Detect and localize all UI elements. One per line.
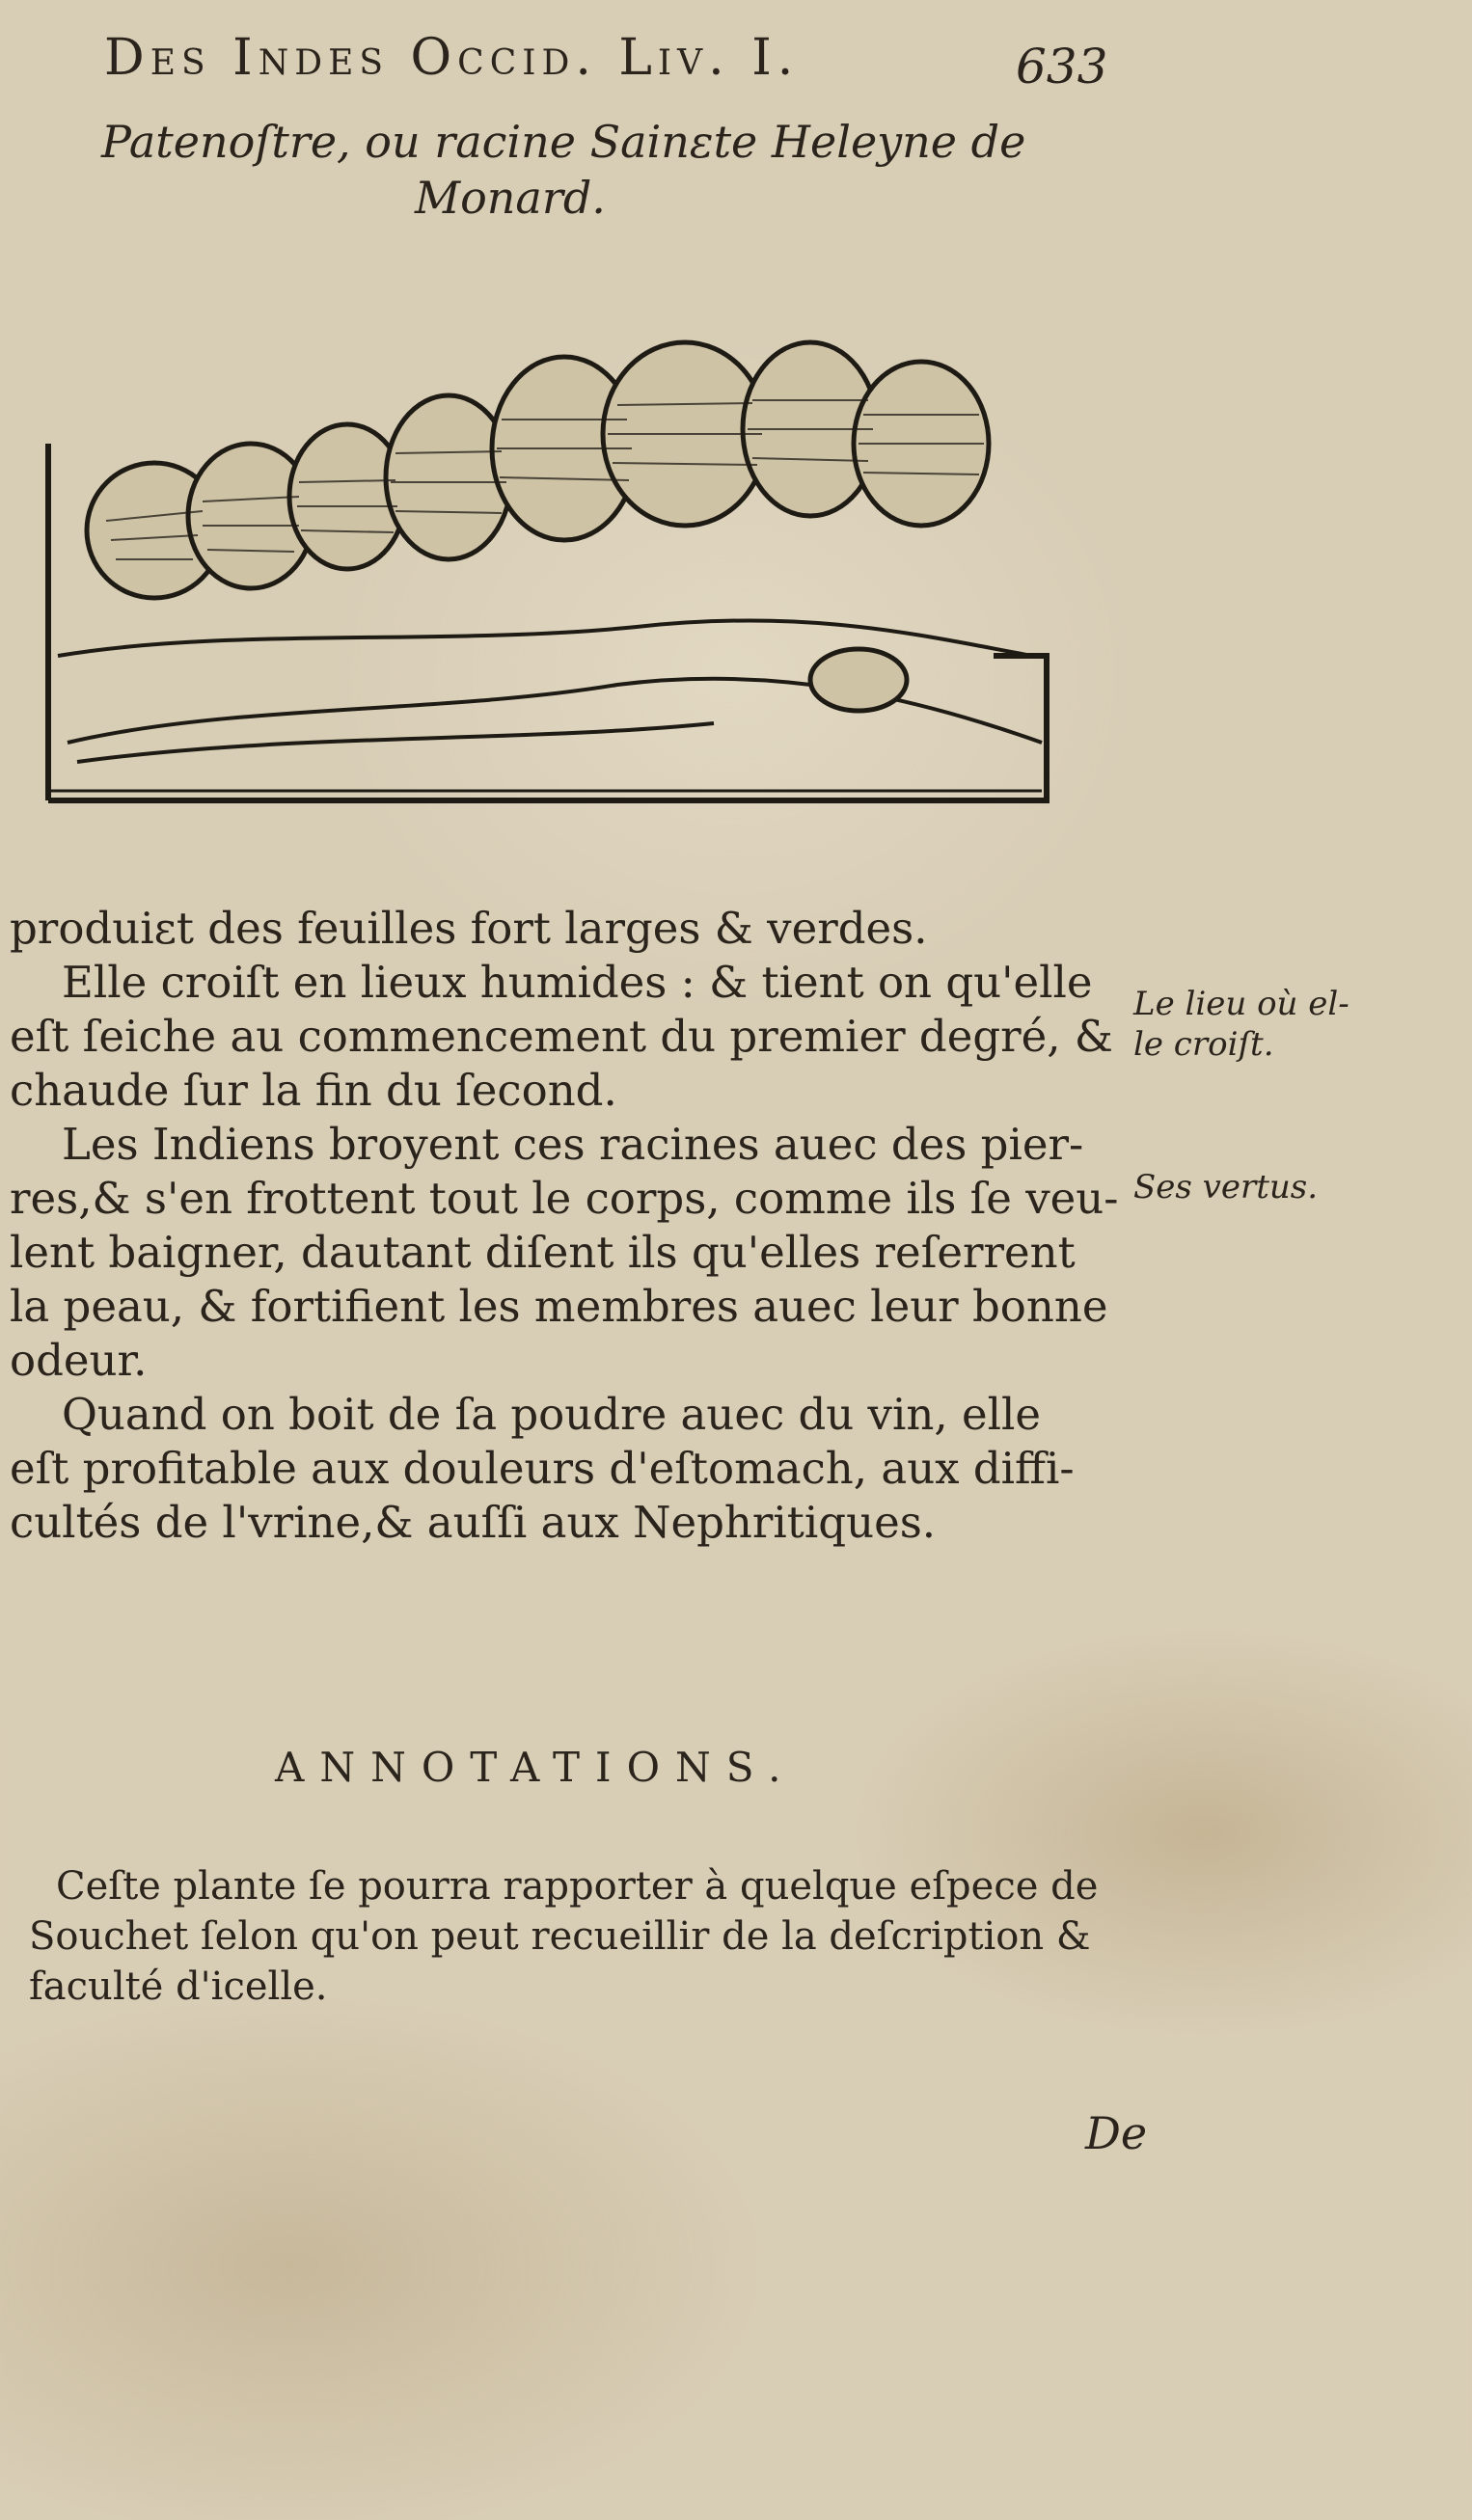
running-head: Des Indes Occid. Liv. I. <box>104 29 800 87</box>
margin-note-line: Le lieu où el- <box>1133 985 1349 1023</box>
margin-note-location <box>1133 984 1349 1065</box>
woodcut-roots-icon <box>39 338 1051 839</box>
text-line: Elle croiſt en lieux humides : & tient on qu'elle <box>62 957 1093 1008</box>
margin-note-virtues <box>1133 1167 1318 1207</box>
paragraph-4 <box>10 1388 1129 1550</box>
text-line: Les Indiens broyent ces racines auec des pier- <box>62 1119 1084 1170</box>
text-line: chaude ſur la fin du ſecond. <box>10 1065 617 1116</box>
margin-note-line: Ses vertus. <box>1133 1168 1319 1206</box>
woodcut-figure <box>39 338 1051 839</box>
main-text <box>10 902 1129 1550</box>
annotation-text <box>29 1861 1148 2012</box>
text-line: cultés de l'vrine,& auſſi aux Nephritiques. <box>10 1497 937 1548</box>
text-line: produiɛt des feuilles fort larges & verdes. <box>10 903 928 954</box>
paragraph-1 <box>10 902 1129 956</box>
annotation-line: Souchet ſelon qu'on peut recueillir de la deſcription & <box>29 1914 1091 1959</box>
catchword: De <box>1085 2107 1148 2159</box>
paragraph-2 <box>10 956 1129 1118</box>
annotations-heading: ANNOTATIONS. <box>275 1744 797 1791</box>
text-line: eſt profitable aux douleurs d'eſtomach, aux diffi- <box>10 1443 1075 1494</box>
text-line: Quand on boit de ſa poudre auec du vin, elle <box>62 1389 1042 1440</box>
paragraph-3 <box>10 1118 1129 1388</box>
annotation-line: faculté d'icelle. <box>29 1965 328 2009</box>
text-line: res,& s'en frottent tout le corps, comme ils ſe veu- <box>10 1173 1119 1224</box>
figure-caption-line-1: Patenoſtre, ou racine Sainɛte Heleyne de <box>101 116 1026 168</box>
annotation-line: Ceſte plante ſe pourra rapporter à quelque eſpece de <box>56 1864 1099 1909</box>
page-header <box>104 21 1127 98</box>
figure-caption-line-2: Monard. <box>415 172 606 224</box>
text-line: odeur. <box>10 1335 148 1386</box>
page-number: 633 <box>1016 39 1108 95</box>
text-line: eſt ſeiche au commencement du premier degré, & <box>10 1011 1113 1062</box>
margin-note-line: le croiſt. <box>1133 1025 1274 1064</box>
text-line: la peau, & fortifient les membres auec leur bonne <box>10 1281 1108 1332</box>
text-line: lent baigner, dautant diſent ils qu'elles reſerrent <box>10 1227 1076 1278</box>
